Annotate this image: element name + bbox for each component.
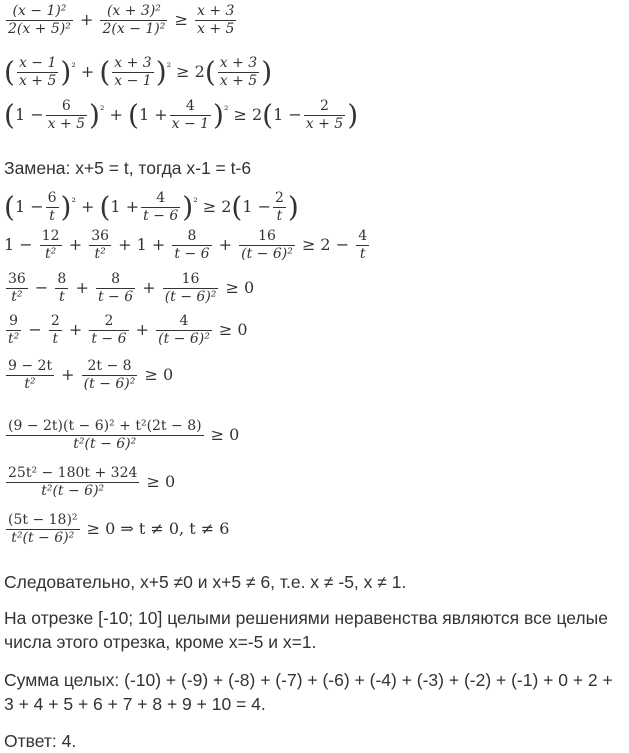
interval-text: На отрезке [-10; 10] целыми решениями неравенства являются все целые числа этого отрезка, кроме x=-5 и x=1.	[4, 608, 608, 652]
fraction: $\frac{8}{t}$	[57, 271, 67, 305]
fraction: $\frac{\text{(5t − 18)²}}{\text{t²(t − 6)²}}$	[8, 512, 78, 546]
fraction: $\frac{2}{t}$	[50, 313, 60, 347]
fraction: $\frac{x + 3}{x - 1}$	[114, 55, 152, 89]
fraction: $\frac{16}{\text{(t − 6)²}}$	[164, 271, 217, 305]
fraction: $\frac{2}{x + 5}$	[305, 98, 344, 132]
fraction: $\frac{\text{25t² − 180t + 324}}{\text{t²(t − 6)²}}$	[8, 465, 138, 499]
fraction: $\frac{6}{t}$	[47, 190, 57, 224]
fraction: $\frac{4}{\text{(t − 6)²}}$	[158, 313, 210, 347]
fraction: $\frac{x + 3}{x + 5}$	[196, 3, 235, 37]
fraction: $\frac{\text{(x + 3)²}}{\text{2(x − 1)²}}$	[102, 3, 166, 37]
fraction: $\frac{2t - 8}{\text{(t − 6)²}}$	[83, 358, 136, 392]
equation-line-10: $\frac{\text{25t² − 180t + 324}}{\text{t²(t − 6)²}}$ ≥ 0	[8, 465, 176, 499]
substitution-text: Замена: x+5 = t, тогда x-1 = t-6	[4, 158, 252, 178]
fraction: $\frac{\text{(x − 1)²}}{\text{2(x + 5)²}}$	[8, 3, 71, 37]
fraction: $\frac{2}{t}$	[275, 190, 284, 224]
equation-line-11: $\frac{\text{(5t − 18)²}}{\text{t²(t − 6)²}}$ ≥ 0 ⇒ t ≠ 0, t ≠ 6	[8, 512, 230, 546]
fraction: $\frac{36}{\text{t²}}$	[8, 271, 26, 305]
fraction: $\frac{4}{x - 1}$	[171, 98, 210, 132]
equation-line-4: (1 − $\frac{6}{t}$ )$^{^2}$ + (1 + $\frac{4}{t - 6}$ )$^{^2}$ ≥ 2(1 − $\frac{2}{t}$ )	[4, 190, 299, 224]
equation-line-1: $\frac{\text{(x − 1)²}}{\text{2(x + 5)²}}$ + $\frac{\text{(x + 3)²}}{\text{2(x − 1)²}}$ ≥ $\frac{x + 3}{x + 5}$	[8, 3, 235, 37]
conclusion-text: Следовательно, x+5 ≠0 и x+5 ≠ 6, т.е. x ≠ -5, x ≠ 1.	[4, 572, 407, 592]
equation-line-3: (1 − $\frac{6}{x + 5}$ )$^{^2}$ + (1 + $\frac{4}{x - 1}$ )$^{^2}$ ≥ 2(1 − $\frac{2}{x + 5}$ )	[4, 98, 359, 132]
fraction: $\frac{8}{t - 6}$	[97, 271, 134, 305]
equation-line-5: 1 − $\frac{12}{\text{t²}}$ + $\frac{36}{\text{t²}}$ + 1 + $\frac{8}{t - 6}$ + $\frac{16}{\text{(t − 6)²}}$ ≥ 2 − $\frac{4}{t}$	[4, 228, 368, 262]
fraction: $\frac{2}{t - 6}$	[91, 313, 127, 347]
equation-line-9: $\frac{\text{(9 − 2t)(t − 6)² + t²(2t − 8)}}{\text{t²(t − 6)²}}$ ≥ 0	[8, 418, 240, 452]
sum-text: Сумма целых: (-10) + (-9) + (-8) + (-7) + (-6) + (-4) + (-3) + (-2) + (-1) + 0 + 2 + 3 + 4 + 5 + 6 + 7 + 8 + 9 + 10 = 4.	[4, 670, 613, 714]
equation-line-8: $\frac{9 - 2t}{\text{t²}}$ + $\frac{2t - 8}{\text{(t − 6)²}}$ ≥ 0	[8, 358, 174, 392]
equation-line-2: ( $\frac{x - 1}{x + 5}$ )$^{^2}$ + ( $\frac{x + 3}{x - 1}$ )$^{^2}$ ≥ 2( $\frac{x + 3}{x + 5}$ )	[4, 55, 273, 89]
fraction: $\frac{36}{\text{t²}}$	[91, 228, 110, 262]
fraction: $\frac{16}{\text{(t − 6)²}}$	[241, 228, 293, 262]
fraction: $\frac{x + 3}{x + 5}$	[219, 55, 258, 89]
fraction: $\frac{4}{t - 6}$	[143, 190, 179, 224]
fraction: $\frac{9 - 2t}{\text{t²}}$	[8, 358, 53, 392]
fraction: $\frac{12}{\text{t²}}$	[41, 228, 60, 262]
fraction: $\frac{9}{\text{t²}}$	[8, 313, 20, 347]
equation-line-6: $\frac{36}{\text{t²}}$ − $\frac{8}{t}$ + $\frac{8}{t - 6}$ + $\frac{16}{\text{(t − 6)²}}$ ≥ 0	[8, 271, 255, 305]
fraction: $\frac{6}{x + 5}$	[47, 98, 86, 132]
answer-text: Ответ: 4.	[4, 731, 77, 751]
fraction: $\frac{8}{t - 6}$	[174, 228, 210, 262]
fraction: $\frac{x - 1}{x + 5}$	[18, 55, 57, 89]
fraction: $\frac{4}{t}$	[358, 228, 368, 262]
equation-line-7: $\frac{9}{\text{t²}}$ − $\frac{2}{t}$ + $\frac{2}{t - 6}$ + $\frac{4}{\text{(t − 6)²}}$ ≥ 0	[8, 313, 248, 347]
fraction: $\frac{\text{(9 − 2t)(t − 6)² + t²(2t − 8)}}{\text{t²(t − 6)²}}$	[8, 418, 202, 452]
